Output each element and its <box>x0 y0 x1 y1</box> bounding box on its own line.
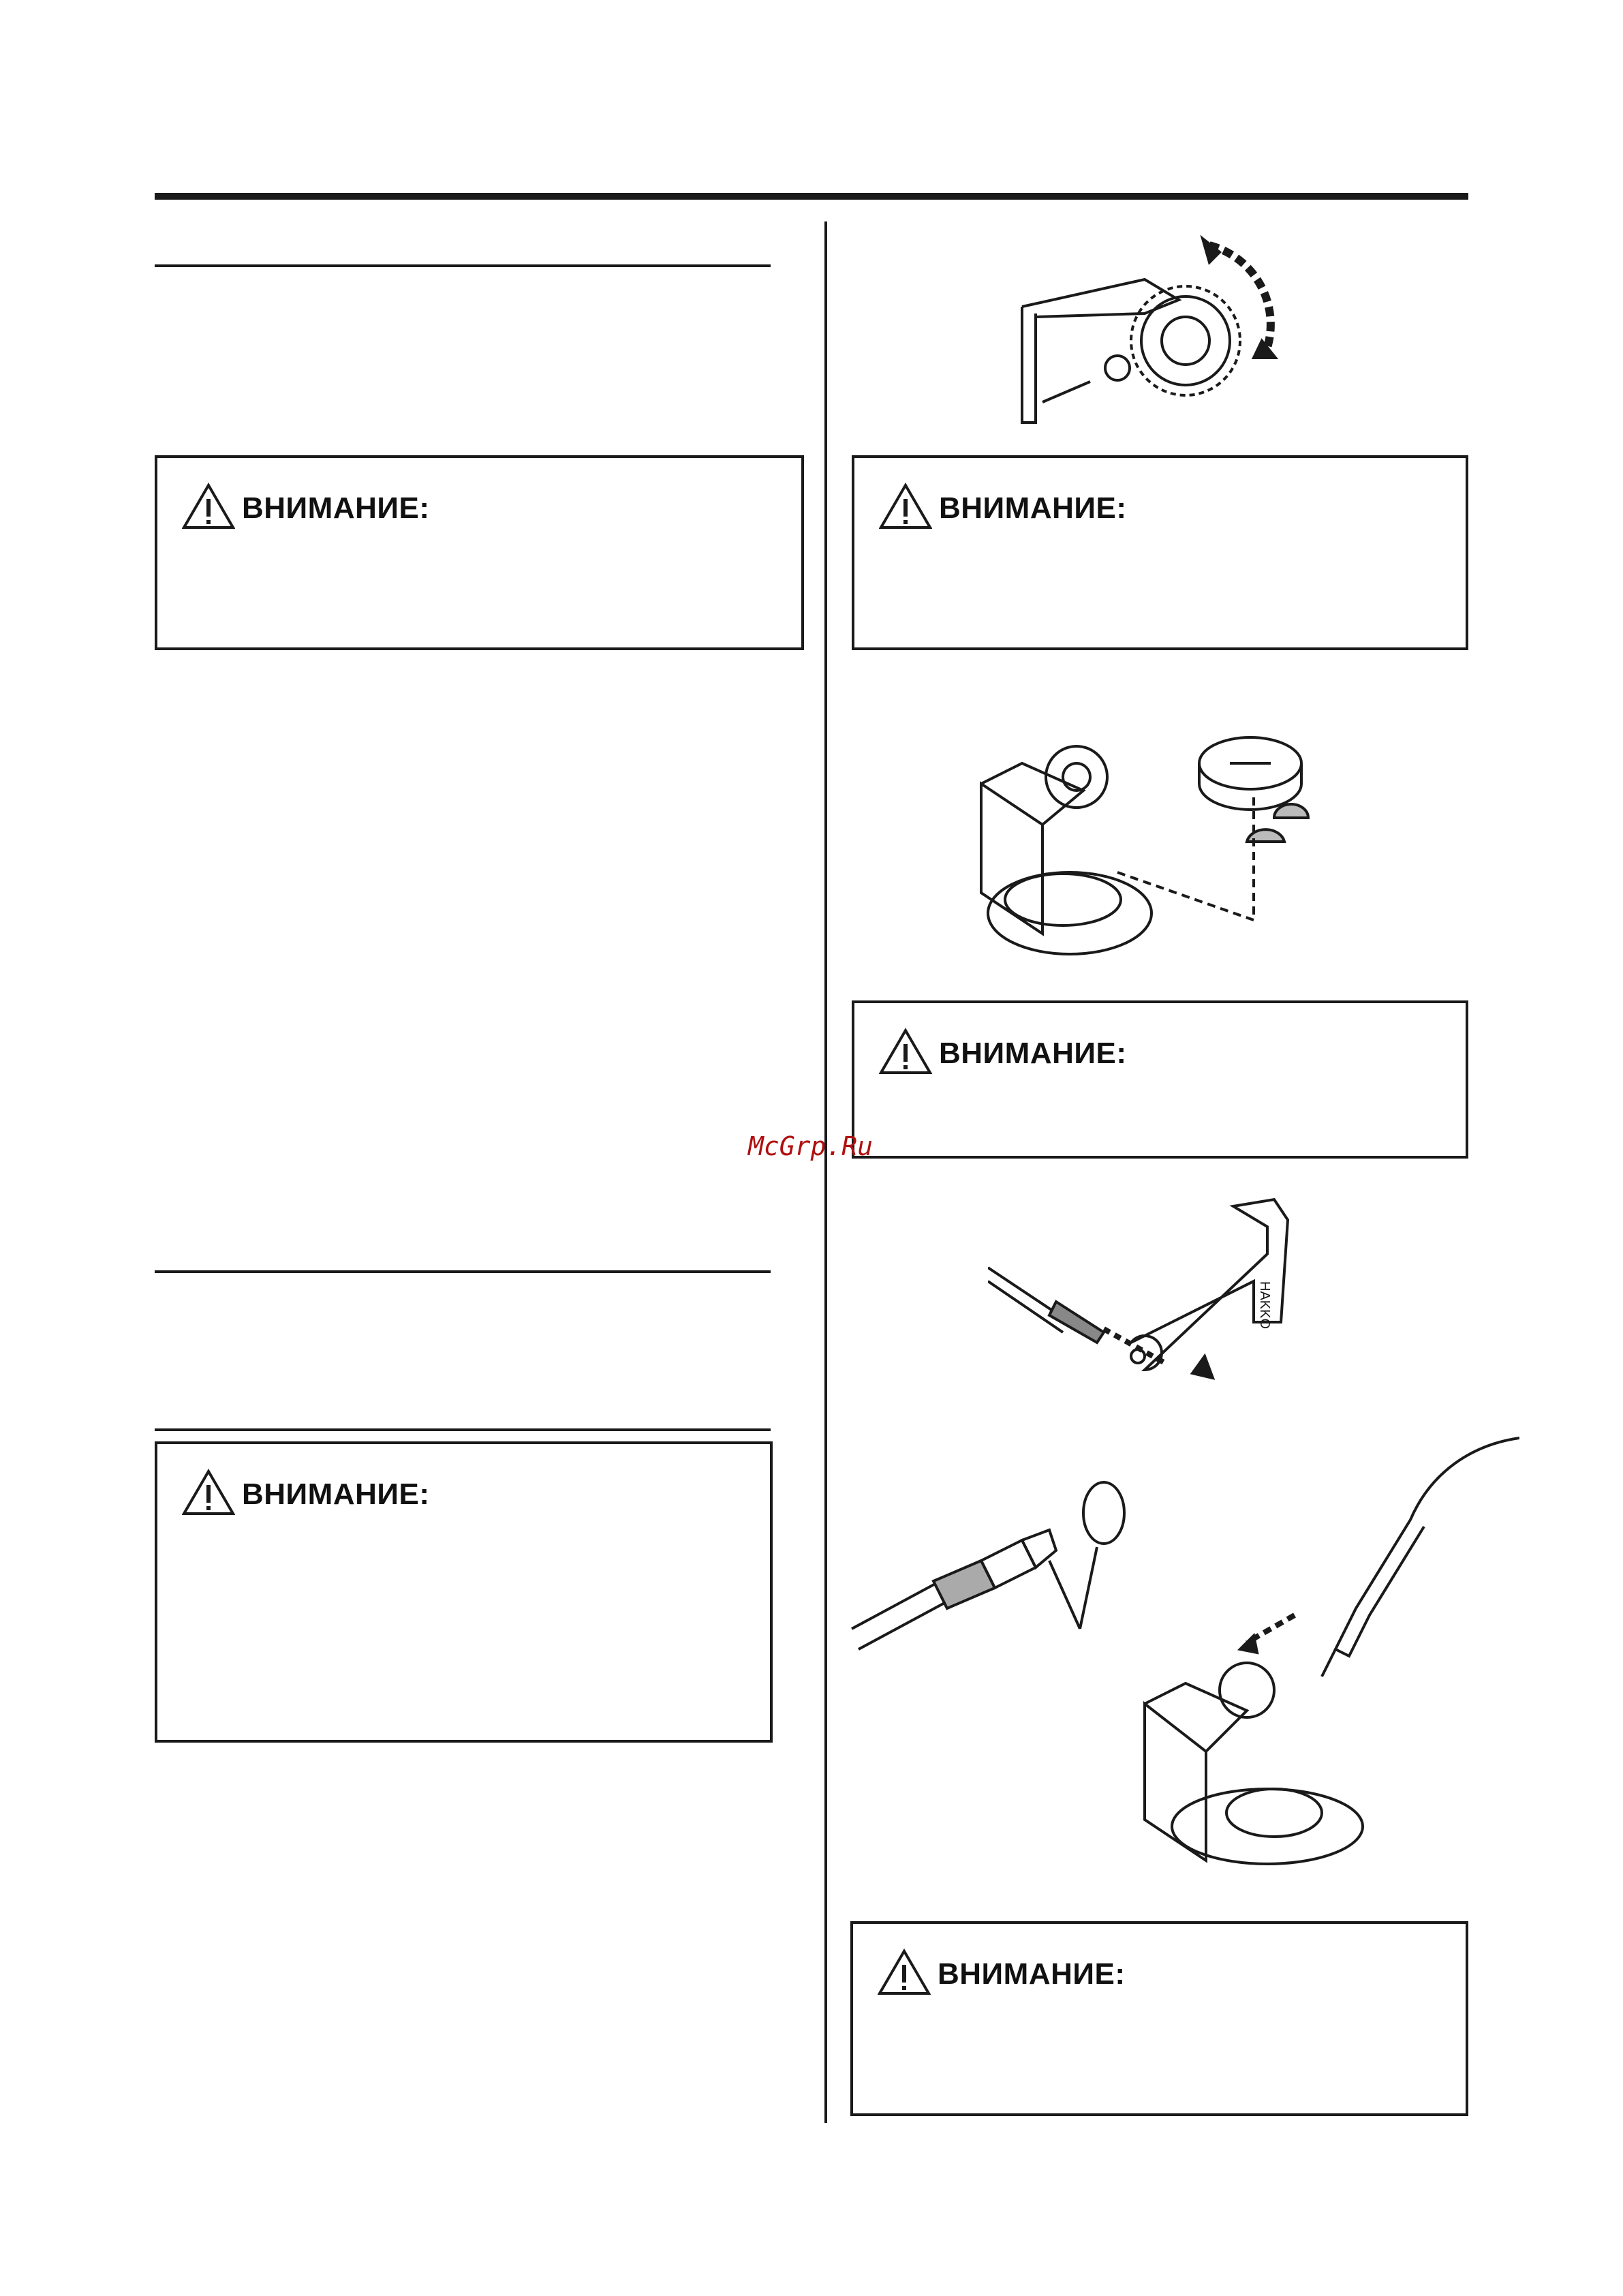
holder-tilt-illustration <box>1008 225 1281 429</box>
top-rule <box>155 193 1468 200</box>
warning-label: ВНИМАНИЕ: <box>939 1036 1127 1070</box>
warning-label: ВНИМАНИЕ: <box>242 491 430 525</box>
section-rule-2 <box>155 1270 771 1273</box>
warning-triangle-icon <box>182 1469 235 1520</box>
warning-box-4 <box>852 1000 1468 1159</box>
warning-triangle-icon <box>182 483 235 534</box>
iron-into-stand-illustration <box>1131 1431 1519 1867</box>
warning-label: ВНИМАНИЕ: <box>939 491 1127 525</box>
warning-label: ВНИМАНИЕ: <box>938 1957 1126 1991</box>
warning-box-2 <box>155 1441 773 1743</box>
connector-plug-illustration <box>845 1465 1145 1670</box>
warning-triangle-icon <box>879 1028 932 1079</box>
stand-sponge-illustration <box>968 716 1335 961</box>
warning-box-5 <box>850 1921 1468 2116</box>
warning-triangle-icon <box>878 1948 931 2000</box>
warning-label: ВНИМАНИЕ: <box>242 1477 430 1511</box>
warning-box-1 <box>155 455 804 650</box>
column-divider <box>824 221 827 2123</box>
section-rule-3 <box>155 1428 771 1431</box>
warning-box-3 <box>852 455 1468 650</box>
tip-wrench-illustration <box>988 1186 1301 1390</box>
warning-triangle-icon <box>879 483 932 534</box>
brand-mark: HAKKO <box>1257 1281 1272 1330</box>
section-rule-1 <box>155 264 771 267</box>
watermark: McGrp.Ru <box>748 1131 874 1161</box>
